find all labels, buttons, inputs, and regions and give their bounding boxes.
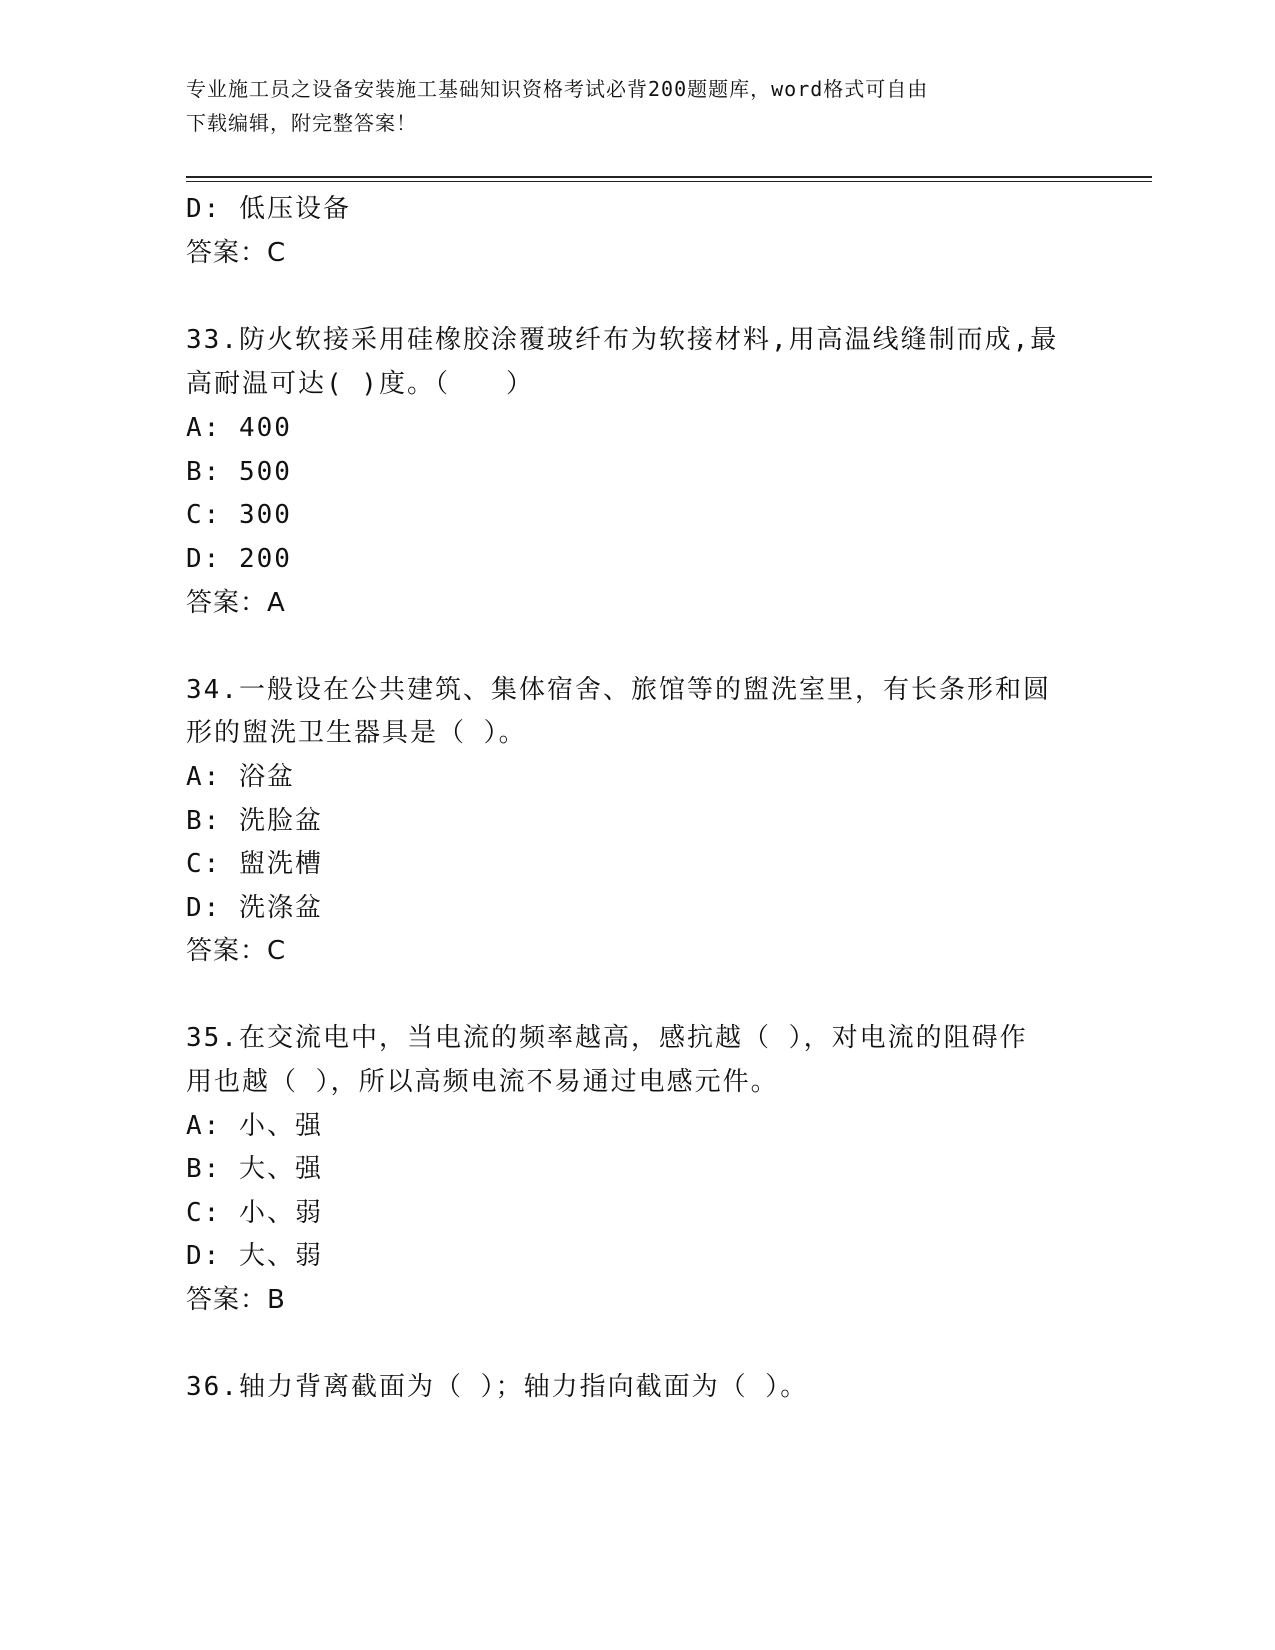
q34-option-b: B: 洗脸盆 — [186, 806, 323, 836]
q35-stem-line-2: 用也越（ ），所以高频电流不易通过电感元件。 — [186, 1067, 779, 1097]
q33-option-c: C: 300 — [186, 500, 292, 530]
q35-option-d: D: 大、弱 — [186, 1241, 323, 1271]
q35-answer: 答案：B — [186, 1285, 286, 1315]
q34-stem-line-1: 34.一般设在公共建筑、集体宿舍、旅馆等的盥洗室里，有长条形和圆 — [186, 675, 1051, 705]
q33-answer: 答案：A — [186, 588, 286, 618]
q33-stem-line-1: 33.防火软接采用硅橡胶涂覆玻纤布为软接材料,用高温线缝制而成,最 — [186, 325, 1059, 355]
q33-stem-line-2: 高耐温可达( )度。（ ） — [186, 369, 534, 399]
q35-option-c: C: 小、弱 — [186, 1198, 323, 1228]
header-line-1: 专业施工员之设备安装施工基础知识资格考试必背200题题库，word格式可自由 — [186, 77, 929, 101]
header-divider-bottom — [186, 181, 1152, 182]
q36-stem-line-1: 36.轴力背离截面为（ ）；轴力指向截面为（ ）。 — [186, 1372, 809, 1402]
q34-option-c: C: 盥洗槽 — [186, 849, 323, 879]
document-header — [186, 72, 1086, 140]
q35-option-b: B: 大、强 — [186, 1154, 323, 1184]
q33-option-d: D: 200 — [186, 544, 292, 574]
prev-answer: 答案：C — [186, 238, 287, 268]
header-line-2: 下载编辑，附完整答案！ — [186, 111, 417, 135]
q34-option-a: A: 浴盆 — [186, 762, 295, 792]
q34-option-d: D: 洗涤盆 — [186, 893, 323, 923]
q33-option-b: B: 500 — [186, 457, 292, 487]
q34-answer: 答案：C — [186, 936, 287, 966]
q35-stem-line-1: 35.在交流电中，当电流的频率越高，感抗越（ ），对电流的阻碍作 — [186, 1023, 1028, 1053]
q34-stem-line-2: 形的盥洗卫生器具是（ ）。 — [186, 718, 527, 748]
header-divider-top — [186, 176, 1152, 178]
q33-option-a: A: 400 — [186, 413, 292, 443]
prev-option-d: D: 低压设备 — [186, 194, 351, 224]
q35-option-a: A: 小、强 — [186, 1111, 323, 1141]
